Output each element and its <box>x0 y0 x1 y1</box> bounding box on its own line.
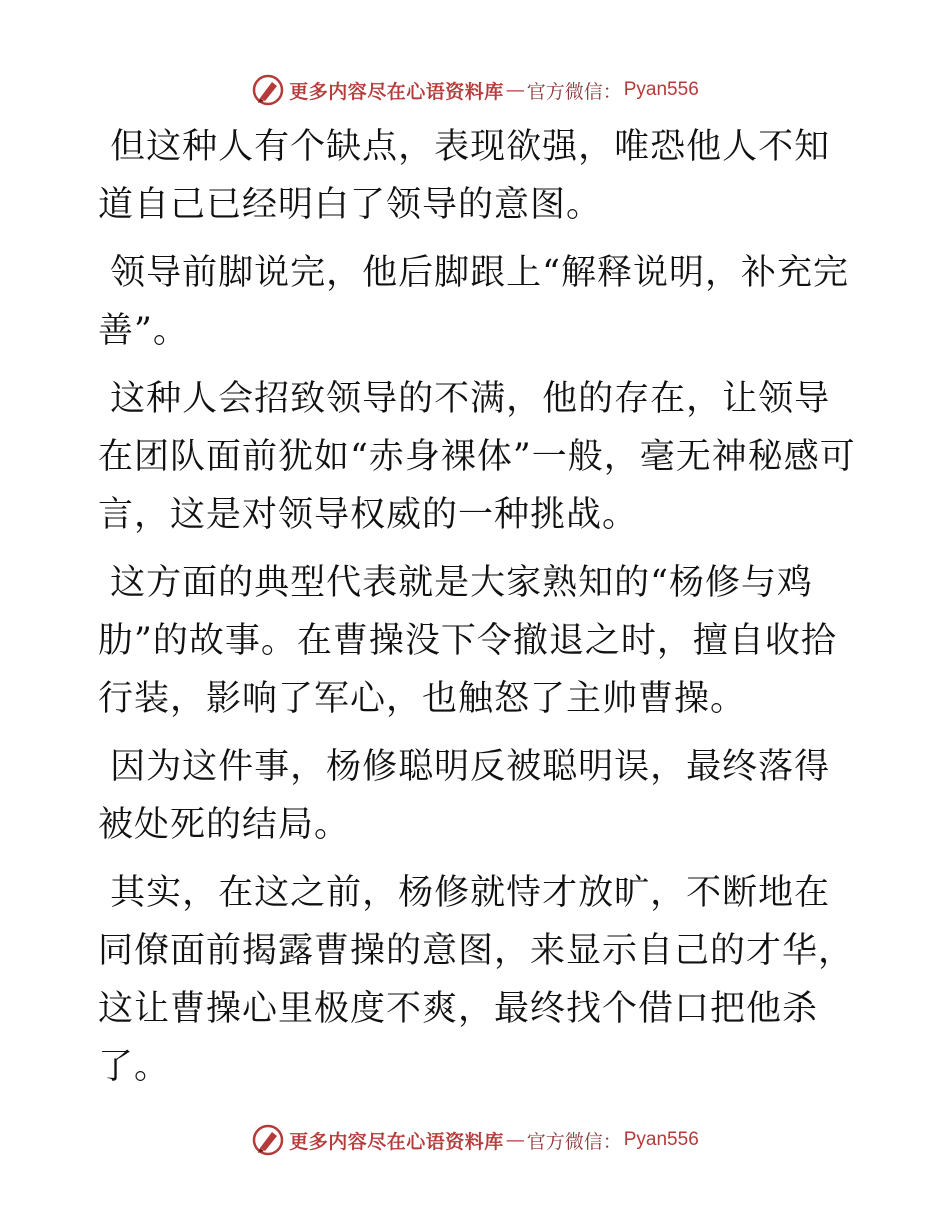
article-body <box>98 118 858 1106</box>
header-banner <box>0 70 950 110</box>
footer-banner <box>0 1120 950 1160</box>
paragraph-2: 领导前脚说完，他后脚跟上“解释说明，补充完善”。 <box>98 253 850 351</box>
paragraph-5: 因为这件事，杨修聪明反被聪明误，最终落得被处死的结局。 <box>98 747 831 845</box>
banner-separator: — <box>505 1129 525 1151</box>
banner-title: 更多内容尽在心语资料库 <box>289 80 504 103</box>
banner-separator: — <box>505 79 525 101</box>
pen-logo-icon <box>251 73 285 107</box>
banner-wechat-label: 官方微信： <box>526 80 622 103</box>
banner-wechat-id: Pyan556 <box>623 79 699 100</box>
paragraph-3: 这种人会招致领导的不满，他的存在，让领导在团队面前犹如“赤身裸体”一般，毫无神秘感可言，这是对领导权威的一种挑战。 <box>98 379 856 535</box>
paragraph-6: 其实，在这之前，杨修就恃才放旷，不断地在同僚面前揭露曹操的意图，来显示自己的才华，这让曹操心里极度不爽，最终找个借口把他杀了。 <box>98 873 855 1087</box>
banner-wechat-id: Pyan556 <box>623 1129 699 1150</box>
banner-title: 更多内容尽在心语资料库 <box>289 1130 504 1153</box>
paragraph-4: 这方面的典型代表就是大家熟知的“杨修与鸡肋”的故事。在曹操没下令撤退之时，擅自收拾行装，影响了军心，也触怒了主帅曹操。 <box>98 563 837 719</box>
banner-wechat-label: 官方微信： <box>526 1130 622 1153</box>
pen-logo-icon <box>251 1123 285 1157</box>
paragraph-1: 但这种人有个缺点，表现欲强，唯恐他人不知道自己已经明白了领导的意图。 <box>98 127 831 225</box>
